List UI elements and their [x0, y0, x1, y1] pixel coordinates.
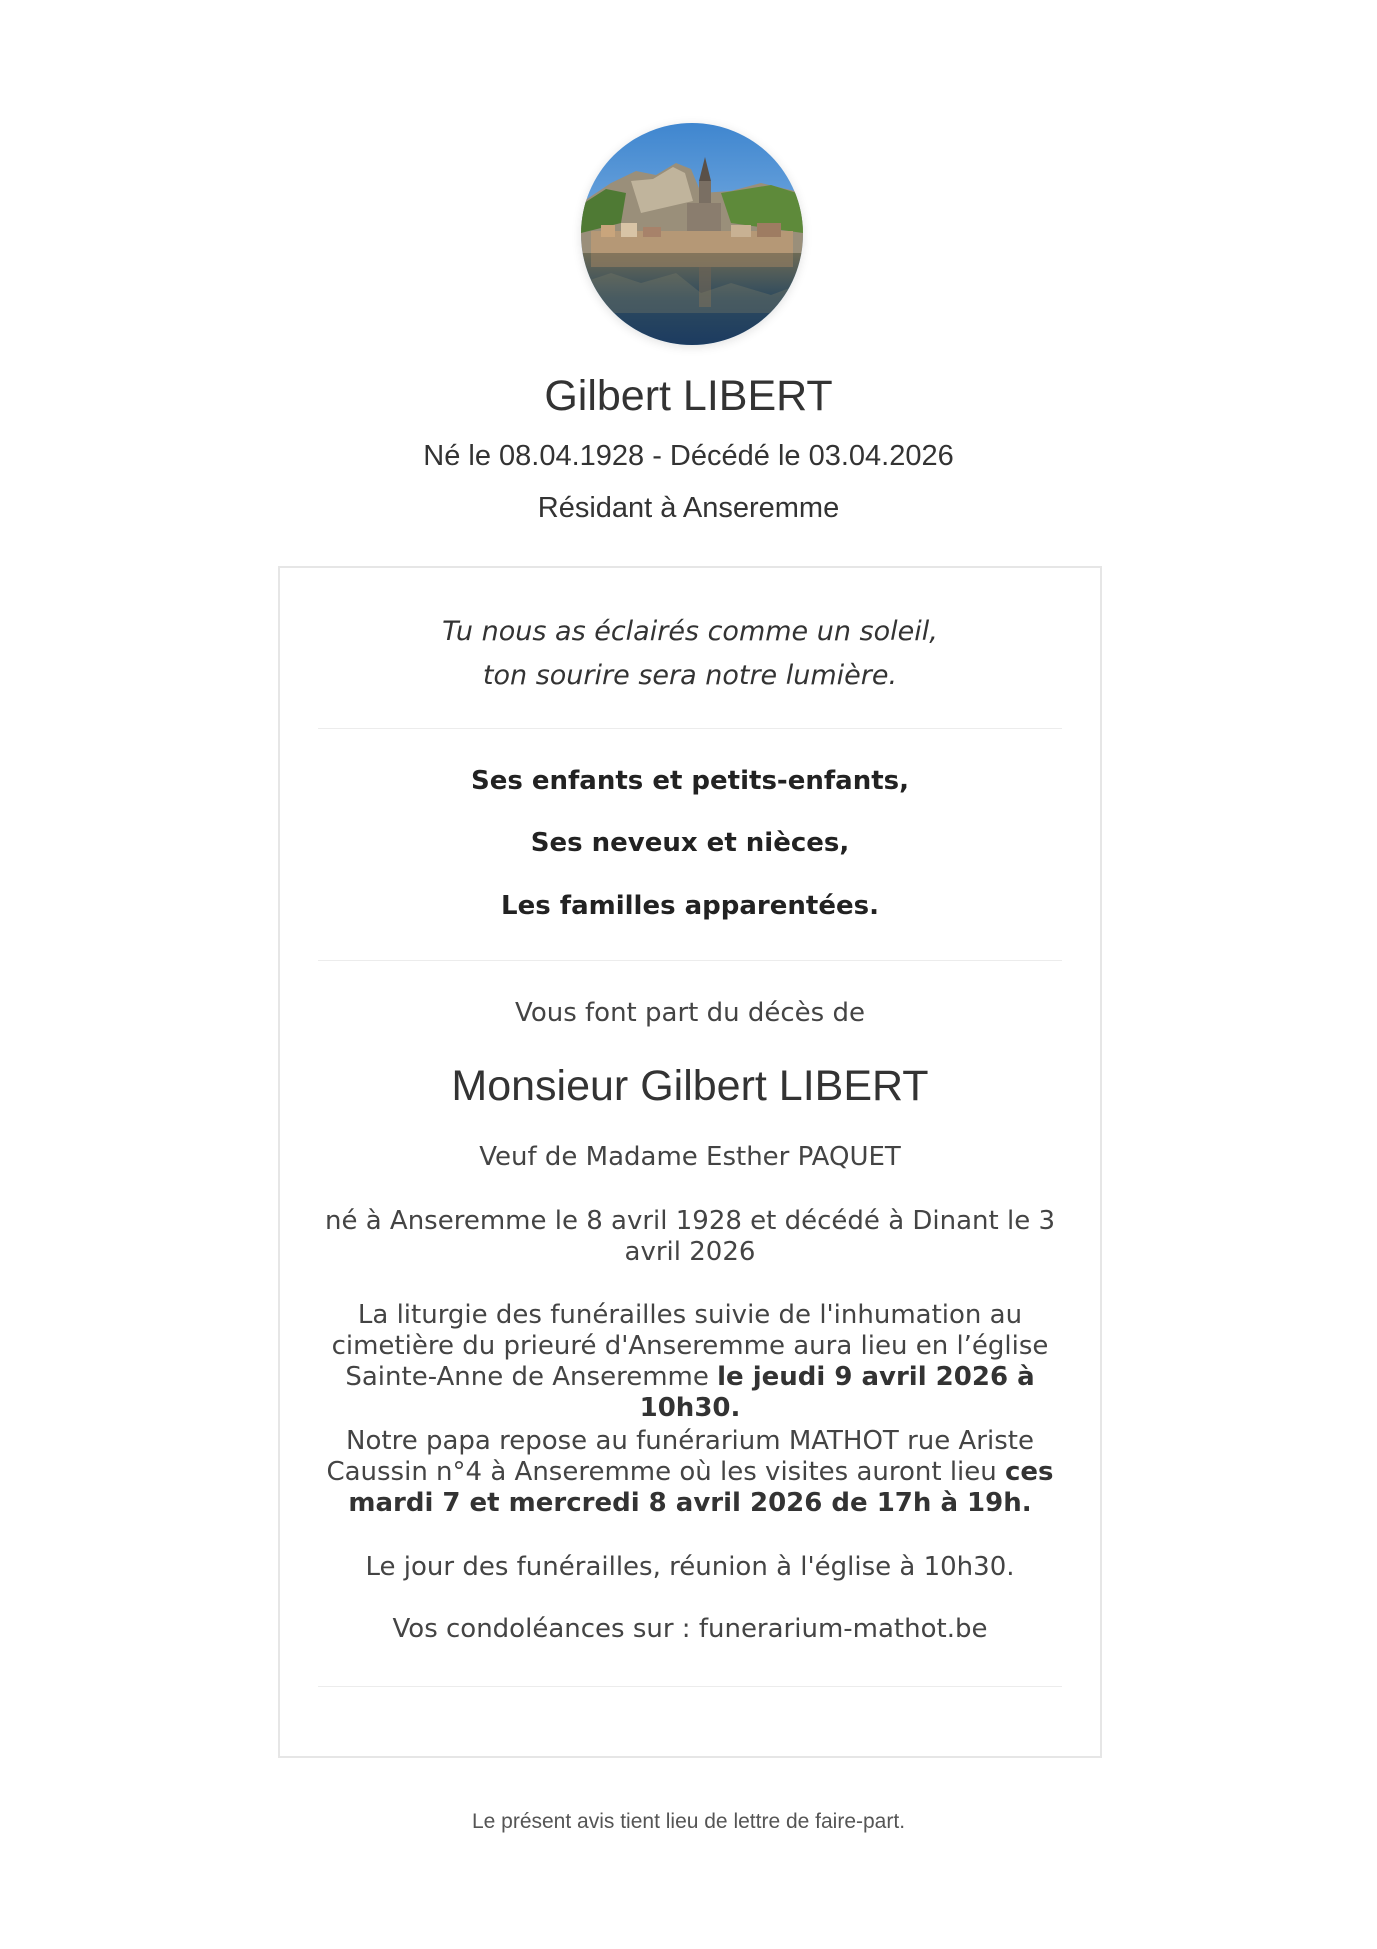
divider	[318, 1686, 1062, 1687]
footer-notice: Le présent avis tient lieu de lettre de faire-part.	[471, 1810, 906, 1833]
birth-death-line: né à Anseremme le 8 avril 1928 et décédé à Dinant le 3 avril 2026	[324, 1206, 1056, 1267]
residence: Résidant à Anseremme	[537, 492, 840, 524]
liturgy-text: La liturgie des funérailles suivie de l'inhumation au cimetière du prieuré d'Anseremme aura lieu en l’église Sainte-Anne de Anseremme	[331, 1300, 1049, 1392]
landscape-image	[581, 123, 803, 345]
deceased-name: Gilbert LIBERT	[544, 372, 833, 420]
divider	[318, 960, 1062, 961]
liturgy-date: le jeudi 9 avril 2026 à 10h30.	[639, 1362, 1035, 1423]
widower-line: Veuf de Madame Esther PAQUET	[479, 1142, 901, 1172]
quote-line-2: ton sourire sera notre lumière.	[482, 660, 898, 691]
portrait-photo	[581, 123, 803, 345]
liturgy-paragraph	[320, 1300, 1060, 1424]
family-line-3: Les familles apparentées.	[501, 891, 879, 921]
memorial-quote	[280, 610, 1100, 698]
meeting-line: Le jour des funérailles, réunion à l'église à 10h30.	[365, 1552, 1015, 1582]
visit-dates: ces mardi 7 et mercredi 8 avril 2026 de 17h à 19h.	[348, 1457, 1054, 1518]
life-dates: Né le 08.04.1928 - Décédé le 03.04.2026	[423, 440, 954, 472]
family-line-1: Ses enfants et petits-enfants,	[470, 766, 910, 796]
rest-paragraph	[320, 1426, 1060, 1519]
quote-line-1: Tu nous as éclairés comme un soleil,	[442, 616, 938, 647]
condolences-line: Vos condoléances sur : funerarium-mathot.be	[392, 1614, 988, 1644]
announcement-intro: Vous font part du décès de	[515, 998, 865, 1028]
full-name: Monsieur Gilbert LIBERT	[451, 1062, 929, 1110]
family-line-2: Ses neveux et nièces,	[530, 828, 850, 858]
announcement-card	[278, 566, 1102, 1758]
rest-text: Notre papa repose au funérarium MATHOT rue Ariste Caussin n°4 à Anseremme où les visites auront lieu	[326, 1426, 1034, 1487]
divider	[318, 728, 1062, 729]
